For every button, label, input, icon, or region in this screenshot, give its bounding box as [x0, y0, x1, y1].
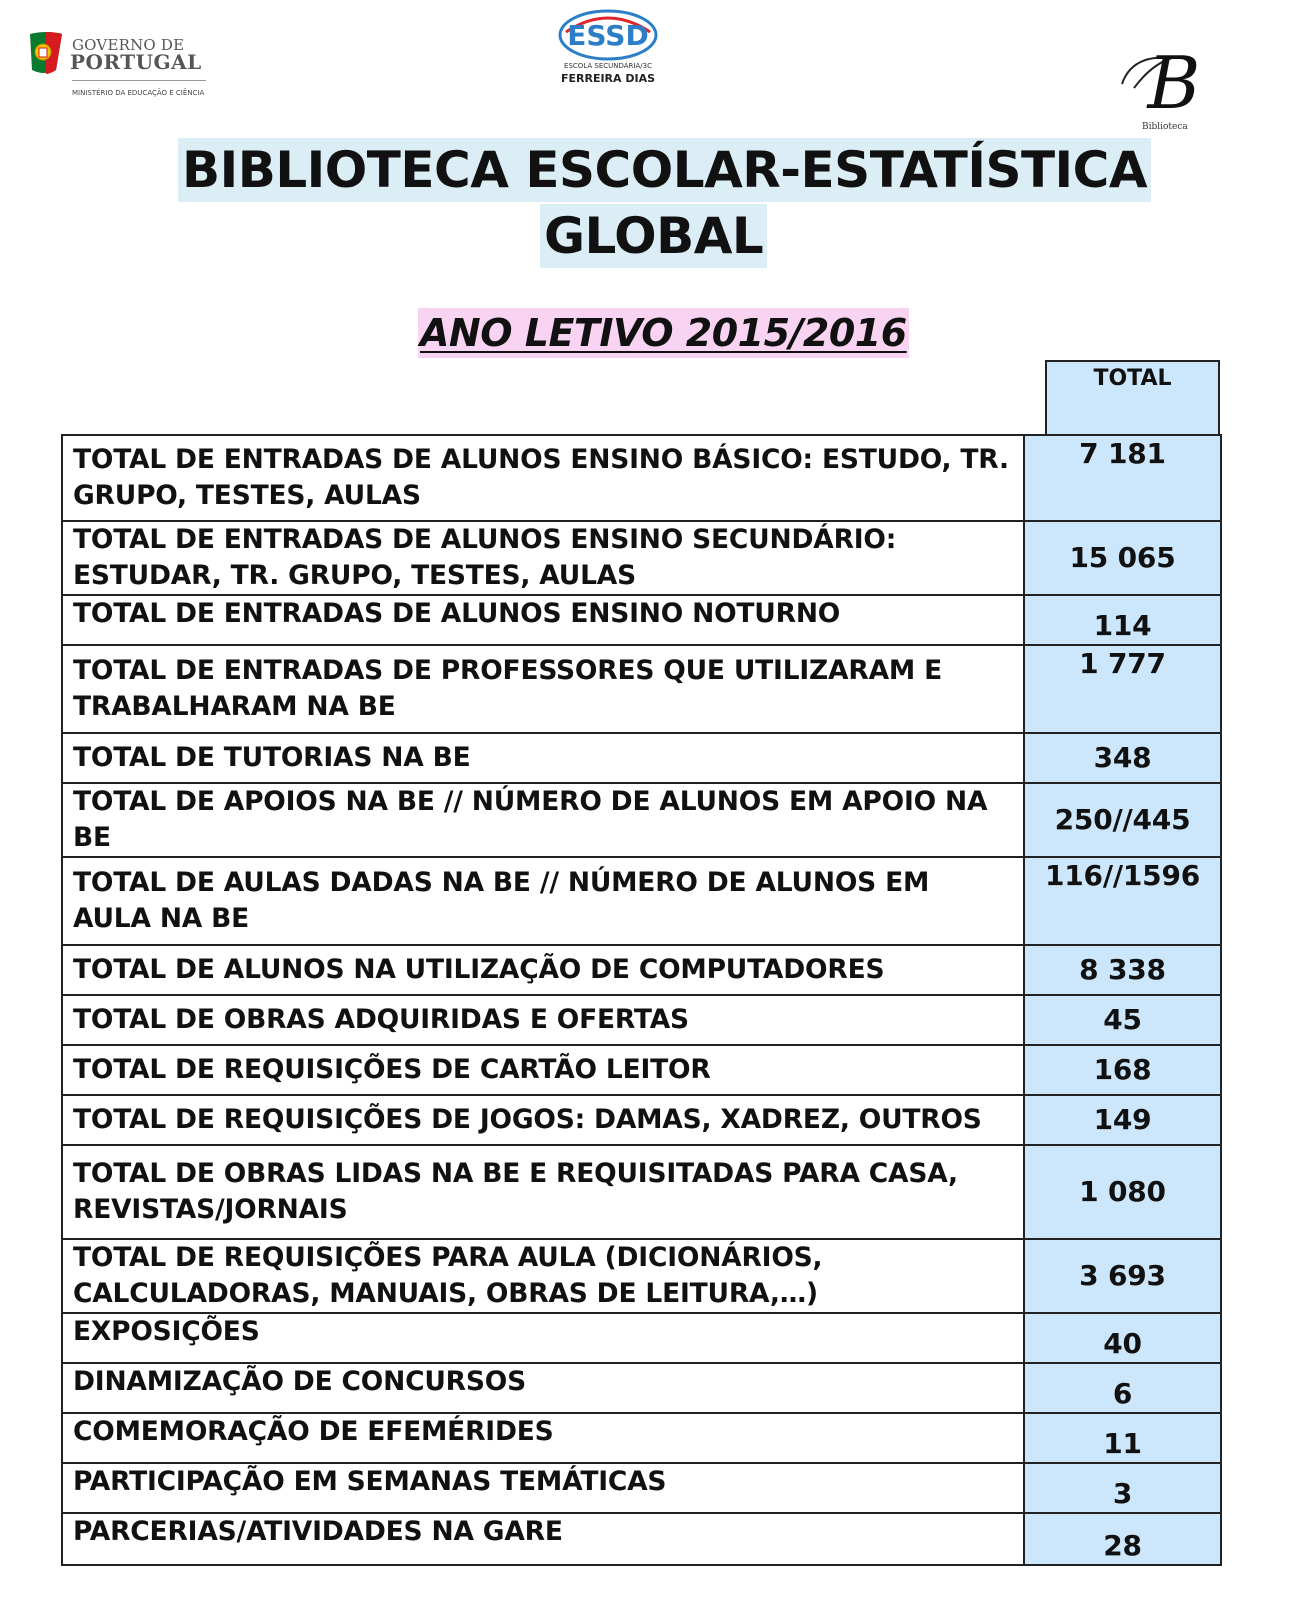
- row-total-value: 1 777: [1024, 645, 1221, 733]
- table-row: [62, 733, 1221, 783]
- row-label: PARTICIPAÇÃO EM SEMANAS TEMÁTICAS: [62, 1463, 1024, 1513]
- row-total-value: 45: [1024, 995, 1221, 1045]
- row-total-value: 348: [1024, 733, 1221, 783]
- school-line1: ESCOLA SECUNDÁRIA/3C: [564, 62, 652, 70]
- library-b-icon: [1112, 44, 1232, 124]
- table-row: [62, 783, 1221, 857]
- gov-portugal-logo: [26, 30, 206, 120]
- table-row: [62, 1413, 1221, 1463]
- row-total-value: 15 065: [1024, 521, 1221, 595]
- row-label: TOTAL DE AULAS DADAS NA BE // NÚMERO DE ALUNOS EM AULA NA BE: [62, 857, 1024, 945]
- row-total-value: 116//1596: [1024, 857, 1221, 945]
- essd-logo-text: ESSD: [567, 19, 649, 52]
- row-total-value: 250//445: [1024, 783, 1221, 857]
- row-total-value: 1 080: [1024, 1145, 1221, 1239]
- table-row: [62, 857, 1221, 945]
- table-row: [62, 435, 1221, 521]
- row-label: EXPOSIÇÕES: [62, 1313, 1024, 1363]
- row-total-value: 3: [1024, 1463, 1221, 1513]
- row-label: TOTAL DE ALUNOS NA UTILIZAÇÃO DE COMPUTADORES: [62, 945, 1024, 995]
- row-label: TOTAL DE ENTRADAS DE ALUNOS ENSINO NOTURNO: [62, 595, 1024, 645]
- table-row: [62, 595, 1221, 645]
- row-label: TOTAL DE APOIOS NA BE // NÚMERO DE ALUNOS EM APOIO NA BE: [62, 783, 1024, 857]
- row-total-value: 7 181: [1024, 435, 1221, 521]
- gov-line1: GOVERNO DE: [72, 36, 185, 54]
- table-row: [62, 645, 1221, 733]
- page-title-line1: BIBLIOTECA ESCOLAR-ESTATÍSTICA: [178, 138, 1151, 202]
- row-label: TOTAL DE TUTORIAS NA BE: [62, 733, 1024, 783]
- table-row: [62, 1313, 1221, 1363]
- school-year-subtitle: ANO LETIVO 2015/2016: [418, 308, 909, 358]
- table-row: [62, 1513, 1221, 1565]
- table-row: [62, 1095, 1221, 1145]
- row-total-value: 114: [1024, 595, 1221, 645]
- table-row: [62, 1045, 1221, 1095]
- row-total-value: 3 693: [1024, 1239, 1221, 1313]
- total-column-header: TOTAL: [1045, 360, 1220, 435]
- row-total-value: 40: [1024, 1313, 1221, 1363]
- row-label: TOTAL DE OBRAS LIDAS NA BE E REQUISITADAS PARA CASA, REVISTAS/JORNAIS: [62, 1145, 1024, 1239]
- library-logo-caption: Biblioteca: [1142, 122, 1188, 132]
- row-total-value: 28: [1024, 1513, 1221, 1565]
- essd-logo-icon: [552, 8, 664, 64]
- table-row: [62, 995, 1221, 1045]
- library-logo: [1112, 44, 1232, 144]
- row-label: TOTAL DE REQUISIÇÕES PARA AULA (DICIONÁRIOS, CALCULADORAS, MANUAIS, OBRAS DE LEITURA,…): [62, 1239, 1024, 1313]
- gov-line2: PORTUGAL: [70, 50, 202, 74]
- page-title-line2: GLOBAL: [540, 204, 767, 268]
- table-row: [62, 521, 1221, 595]
- row-label: DINAMIZAÇÃO DE CONCURSOS: [62, 1363, 1024, 1413]
- school-line2: FERREIRA DIAS: [560, 72, 656, 85]
- row-label: TOTAL DE REQUISIÇÕES DE CARTÃO LEITOR: [62, 1045, 1024, 1095]
- portugal-emblem-icon: [26, 30, 66, 76]
- statistics-table: [61, 434, 1222, 1566]
- ministry-name: MINISTÉRIO DA EDUCAÇÃO E CIÊNCIA: [72, 89, 205, 97]
- row-label: TOTAL DE OBRAS ADQUIRIDAS E OFERTAS: [62, 995, 1024, 1045]
- row-label: TOTAL DE ENTRADAS DE ALUNOS ENSINO BÁSICO: ESTUDO, TR. GRUPO, TESTES, AULAS: [62, 435, 1024, 521]
- row-total-value: 11: [1024, 1413, 1221, 1463]
- row-total-value: 8 338: [1024, 945, 1221, 995]
- row-label: TOTAL DE ENTRADAS DE PROFESSORES QUE UTILIZARAM E TRABALHARAM NA BE: [62, 645, 1024, 733]
- row-label: TOTAL DE ENTRADAS DE ALUNOS ENSINO SECUNDÁRIO: ESTUDAR, TR. GRUPO, TESTES, AULAS: [62, 521, 1024, 595]
- row-total-value: 149: [1024, 1095, 1221, 1145]
- row-label: TOTAL DE REQUISIÇÕES DE JOGOS: DAMAS, XADREZ, OUTROS: [62, 1095, 1024, 1145]
- row-total-value: 168: [1024, 1045, 1221, 1095]
- row-label: PARCERIAS/ATIVIDADES NA GARE: [62, 1513, 1024, 1565]
- table-row: [62, 1363, 1221, 1413]
- table-row: [62, 1145, 1221, 1239]
- table-row: [62, 945, 1221, 995]
- table-row: [62, 1239, 1221, 1313]
- table-row: [62, 1463, 1221, 1513]
- school-logo: [552, 8, 664, 92]
- library-logo-letter: B: [1147, 44, 1201, 124]
- row-total-value: 6: [1024, 1363, 1221, 1413]
- row-label: COMEMORAÇÃO DE EFEMÉRIDES: [62, 1413, 1024, 1463]
